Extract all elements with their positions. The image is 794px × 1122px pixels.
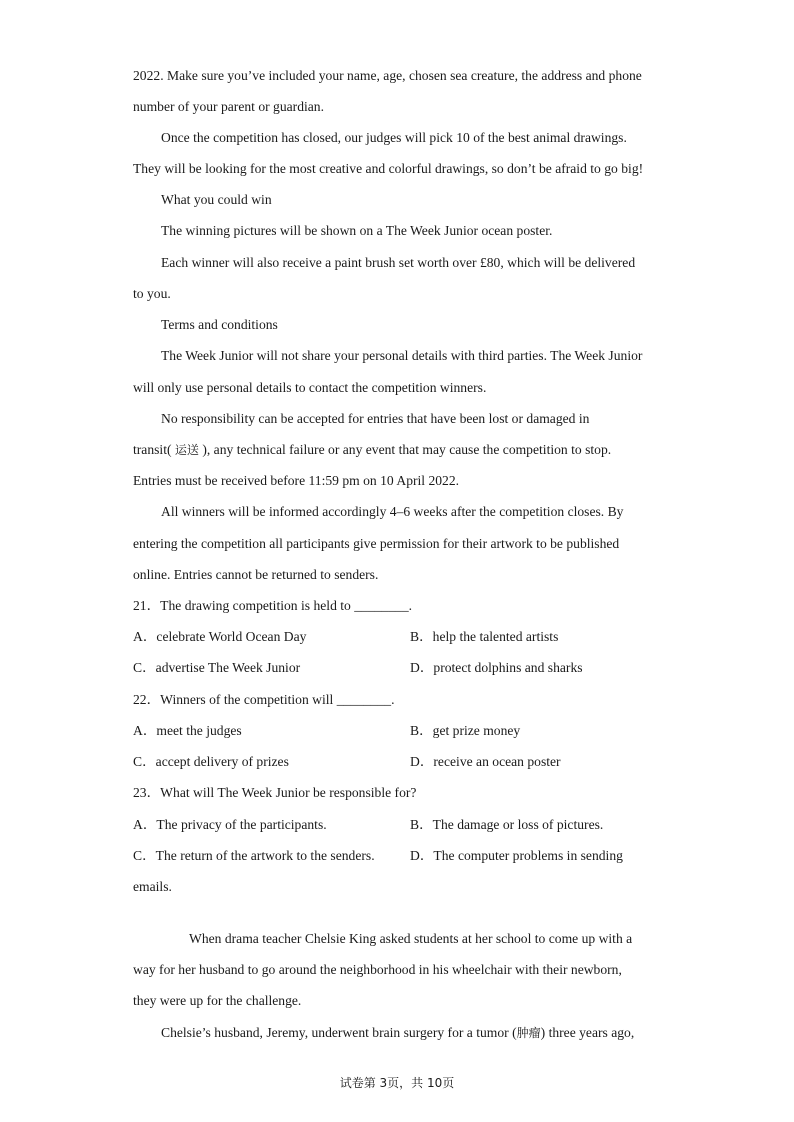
question-21-stem: 21．The drawing competition is held to ________.: [133, 598, 413, 613]
heading-what-you-could-win: What you could win: [161, 192, 272, 207]
p7-line2: entering the competition all participants give permission for their artwork to be published: [133, 536, 620, 551]
question-23-option-d: D．The computer problems in sending: [410, 848, 623, 863]
p7-line3: online. Entries cannot be returned to senders.: [133, 567, 379, 582]
p4-line1: Each winner will also receive a paint brush set worth over £80, which will be delivered: [161, 255, 636, 270]
p5-line2: will only use personal details to contact the competition winners.: [133, 380, 487, 395]
question-22-option-d: D．receive an ocean poster: [410, 754, 561, 769]
p5-line1: The Week Junior will not share your personal details with third parties. The Week Junior: [161, 348, 643, 363]
heading-terms-and-conditions: Terms and conditions: [161, 317, 278, 332]
p2-line2: They will be looking for the most creative and colorful drawings, so don’t be afraid to go big!: [133, 161, 644, 176]
question-22-stem: 22．Winners of the competition will ________.: [133, 692, 395, 707]
question-22-option-b: B．get prize money: [410, 723, 521, 738]
passage2-p1-line2: way for her husband to go around the neighborhood in his wheelchair with their newborn,: [133, 962, 622, 977]
p6-line2-post: ), any technical failure or any event that may cause the competition to stop.: [202, 442, 612, 457]
p3-line1: The winning pictures will be shown on a The Week Junior ocean poster.: [161, 223, 553, 238]
passage2-p2-cjk: 肿瘤: [516, 1026, 541, 1040]
passage2-p2-pre: Chelsie’s husband, Jeremy, underwent brain surgery for a tumor (: [161, 1025, 517, 1040]
question-21-option-d: D．protect dolphins and sharks: [410, 660, 583, 675]
question-21-option-c: C．advertise The Week Junior: [133, 660, 301, 675]
question-23-option-d-continued: emails.: [133, 879, 172, 894]
page-footer: [0, 1074, 794, 1091]
question-21-option-a: A．celebrate World Ocean Day: [133, 629, 307, 644]
p1-line2: number of your parent or guardian.: [133, 99, 325, 114]
p7-line1: All winners will be informed accordingly 4–6 weeks after the competition closes. By: [161, 504, 624, 519]
passage2-p1-line3: they were up for the challenge.: [133, 993, 302, 1008]
p1-line1: 2022. Make sure you’ve included your name, age, chosen sea creature, the address and phone: [133, 68, 642, 83]
p6-line2-pre: transit(: [133, 442, 172, 457]
p2-line1: Once the competition has closed, our judges will pick 10 of the best animal drawings.: [161, 130, 627, 145]
question-23-stem: 23．What will The Week Junior be responsible for?: [133, 785, 417, 800]
passage2-p1-line1: When drama teacher Chelsie King asked students at her school to come up with a: [189, 931, 633, 946]
page-number: 试卷第 3页，共 10页: [339, 1076, 455, 1090]
question-21-option-b: B．help the talented artists: [410, 629, 559, 644]
p6-line2-cjk: 运送: [174, 443, 199, 457]
p6-line1: No responsibility can be accepted for entries that have been lost or damaged in: [161, 411, 590, 426]
question-22-option-c: C．accept delivery of prizes: [133, 754, 289, 769]
question-22-option-a: A．meet the judges: [133, 723, 242, 738]
passage2-p2-line1: [161, 1024, 634, 1042]
p6-line3: Entries must be received before 11:59 pm on 10 April 2022.: [133, 473, 460, 488]
p6-line2: [133, 441, 611, 459]
question-23-option-c: C．The return of the artwork to the senders.: [133, 848, 375, 863]
passage2-p2-post: ) three years ago,: [540, 1025, 635, 1040]
question-23-option-a: A．The privacy of the participants.: [133, 817, 327, 832]
p4-line2: to you.: [133, 286, 171, 301]
question-23-option-b: B．The damage or loss of pictures.: [410, 817, 604, 832]
